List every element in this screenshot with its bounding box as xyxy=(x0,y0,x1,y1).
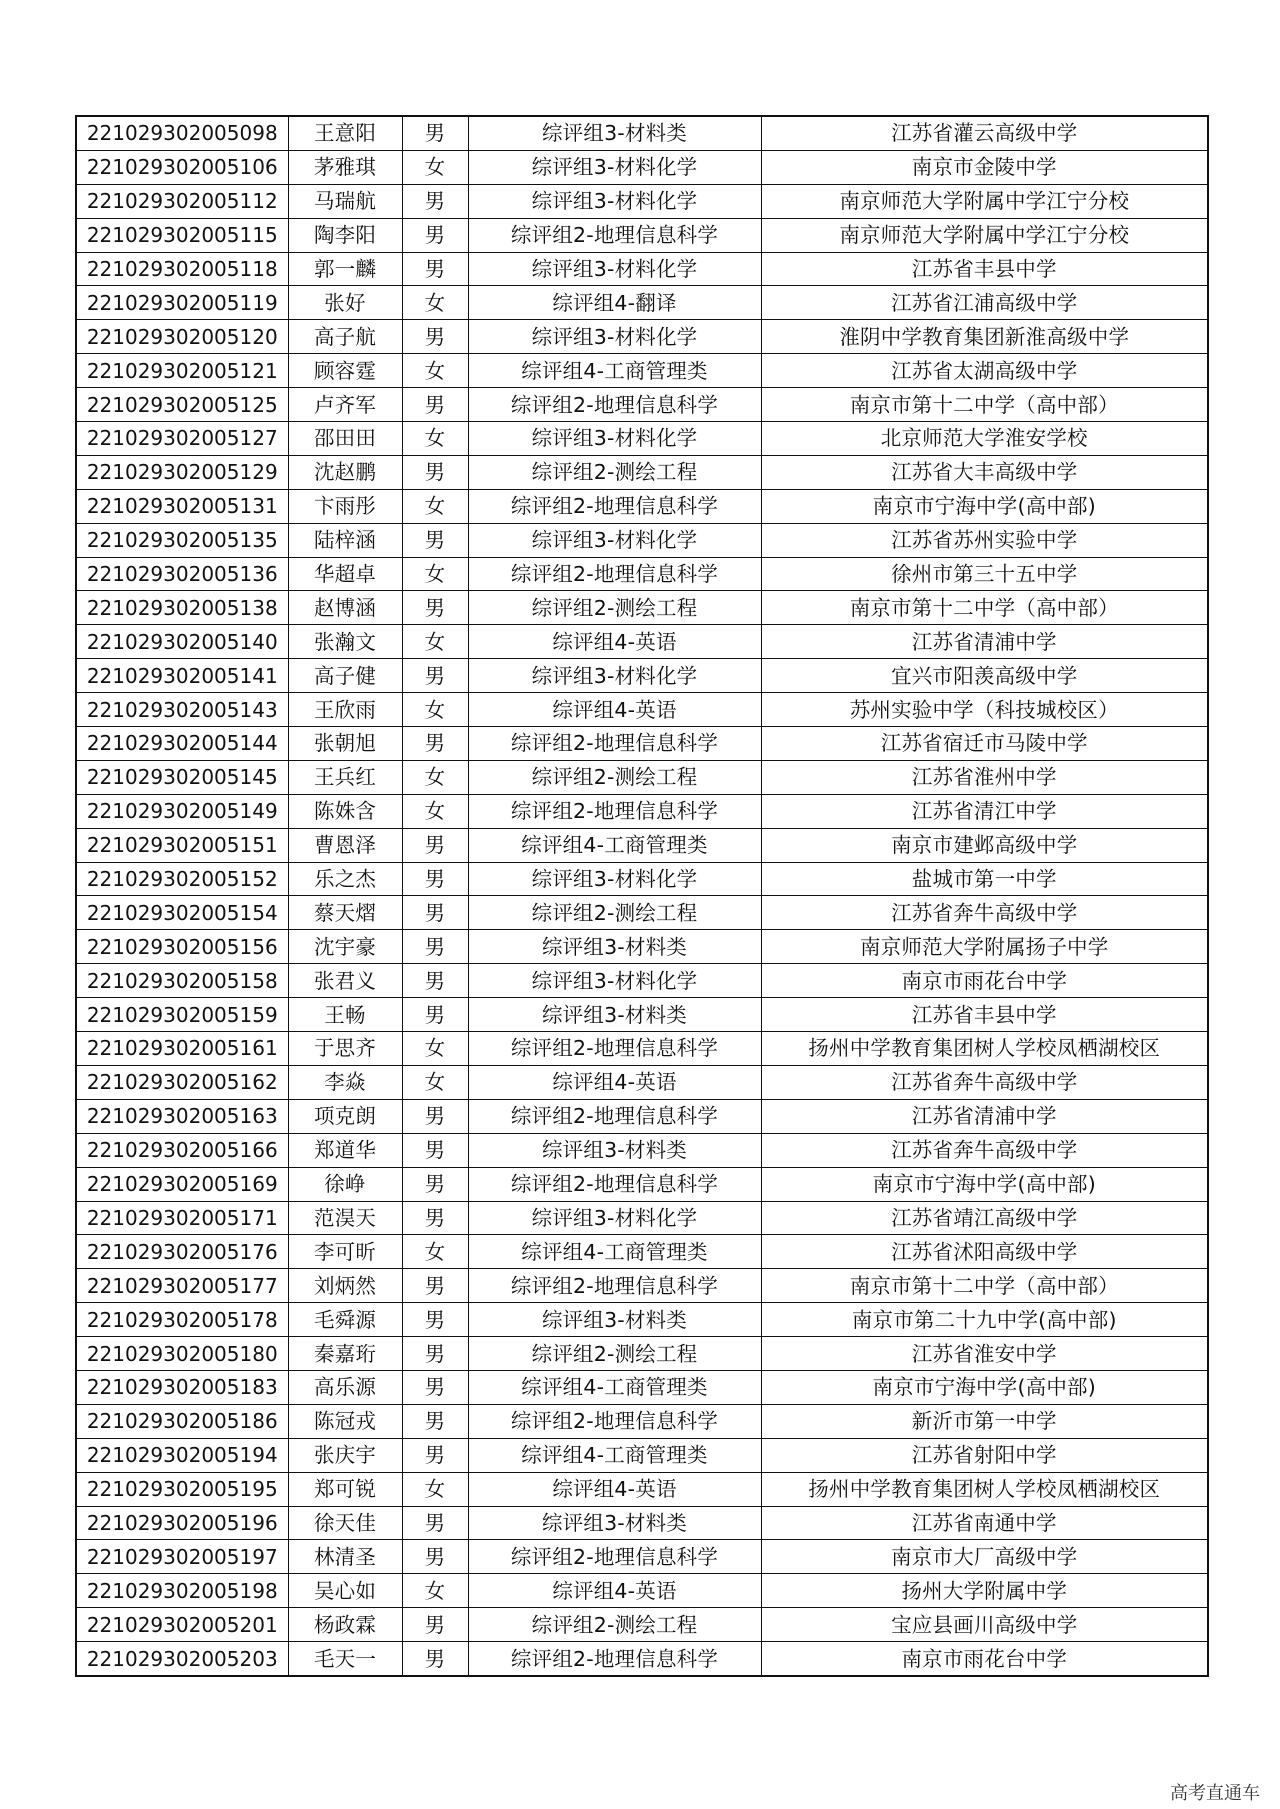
program-group-cell: 综评组3-材料化学 xyxy=(468,659,761,693)
student-name-cell: 沈赵鹏 xyxy=(288,455,402,489)
candidate-id-cell: 221029302005118 xyxy=(76,252,288,286)
gender-cell: 女 xyxy=(402,286,468,320)
student-name-cell: 蔡天熠 xyxy=(288,896,402,930)
program-group-cell: 综评组4-工商管理类 xyxy=(468,828,761,862)
table-row xyxy=(76,625,1208,659)
school-name-cell: 南京市第十二中学（高中部） xyxy=(761,591,1208,625)
school-name-cell: 江苏省宿迁市马陵中学 xyxy=(761,727,1208,761)
student-name-cell: 李焱 xyxy=(288,1065,402,1099)
candidate-id-cell: 221029302005154 xyxy=(76,896,288,930)
program-group-cell: 综评组4-翻译 xyxy=(468,286,761,320)
candidate-id-cell: 221029302005166 xyxy=(76,1133,288,1167)
gender-cell: 男 xyxy=(402,1404,468,1438)
gender-cell: 男 xyxy=(402,1540,468,1574)
gender-cell: 男 xyxy=(402,320,468,354)
table-row xyxy=(76,828,1208,862)
gender-cell: 女 xyxy=(402,1065,468,1099)
school-name-cell: 南京市宁海中学(高中部) xyxy=(761,489,1208,523)
gender-cell: 男 xyxy=(402,1269,468,1303)
candidate-table-body xyxy=(76,116,1208,1676)
candidate-id-cell: 221029302005152 xyxy=(76,862,288,896)
candidate-id-cell: 221029302005138 xyxy=(76,591,288,625)
student-name-cell: 华超卓 xyxy=(288,557,402,591)
program-group-cell: 综评组3-材料类 xyxy=(468,116,761,150)
school-name-cell: 新沂市第一中学 xyxy=(761,1404,1208,1438)
program-group-cell: 综评组4-工商管理类 xyxy=(468,1370,761,1404)
school-name-cell: 盐城市第一中学 xyxy=(761,862,1208,896)
program-group-cell: 综评组2-地理信息科学 xyxy=(468,1269,761,1303)
candidate-id-cell: 221029302005143 xyxy=(76,693,288,727)
program-group-cell: 综评组3-材料化学 xyxy=(468,150,761,184)
candidate-id-cell: 221029302005131 xyxy=(76,489,288,523)
school-name-cell: 宜兴市阳羡高级中学 xyxy=(761,659,1208,693)
gender-cell: 男 xyxy=(402,523,468,557)
school-name-cell: 南京市第二十九中学(高中部) xyxy=(761,1303,1208,1337)
candidate-id-cell: 221029302005121 xyxy=(76,354,288,388)
program-group-cell: 综评组2-测绘工程 xyxy=(468,1608,761,1642)
candidate-id-cell: 221029302005149 xyxy=(76,794,288,828)
candidate-id-cell: 221029302005127 xyxy=(76,422,288,456)
gender-cell: 女 xyxy=(402,760,468,794)
gender-cell: 男 xyxy=(402,116,468,150)
candidate-id-cell: 221029302005171 xyxy=(76,1201,288,1235)
program-group-cell: 综评组2-地理信息科学 xyxy=(468,794,761,828)
program-group-cell: 综评组2-地理信息科学 xyxy=(468,1032,761,1066)
program-group-cell: 综评组2-测绘工程 xyxy=(468,591,761,625)
school-name-cell: 南京师范大学附属扬子中学 xyxy=(761,930,1208,964)
table-row xyxy=(76,1608,1208,1642)
gender-cell: 女 xyxy=(402,422,468,456)
table-row xyxy=(76,320,1208,354)
candidate-id-cell: 221029302005183 xyxy=(76,1370,288,1404)
candidate-id-cell: 221029302005195 xyxy=(76,1472,288,1506)
candidate-id-cell: 221029302005129 xyxy=(76,455,288,489)
school-name-cell: 江苏省清浦中学 xyxy=(761,1099,1208,1133)
table-row xyxy=(76,523,1208,557)
student-name-cell: 顾容霆 xyxy=(288,354,402,388)
table-row xyxy=(76,862,1208,896)
student-name-cell: 于思齐 xyxy=(288,1032,402,1066)
program-group-cell: 综评组2-测绘工程 xyxy=(468,455,761,489)
gender-cell: 男 xyxy=(402,252,468,286)
student-name-cell: 郑道华 xyxy=(288,1133,402,1167)
student-name-cell: 毛天一 xyxy=(288,1642,402,1676)
student-name-cell: 茅雅琪 xyxy=(288,150,402,184)
student-name-cell: 张瀚文 xyxy=(288,625,402,659)
student-name-cell: 张好 xyxy=(288,286,402,320)
table-row xyxy=(76,150,1208,184)
student-name-cell: 项克朗 xyxy=(288,1099,402,1133)
student-name-cell: 范淏天 xyxy=(288,1201,402,1235)
candidate-id-cell: 221029302005158 xyxy=(76,964,288,998)
gender-cell: 女 xyxy=(402,1574,468,1608)
student-name-cell: 马瑞航 xyxy=(288,184,402,218)
candidate-id-cell: 221029302005159 xyxy=(76,998,288,1032)
school-name-cell: 江苏省江浦高级中学 xyxy=(761,286,1208,320)
student-name-cell: 王畅 xyxy=(288,998,402,1032)
gender-cell: 男 xyxy=(402,1099,468,1133)
student-name-cell: 卞雨彤 xyxy=(288,489,402,523)
table-row xyxy=(76,1167,1208,1201)
candidate-id-cell: 221029302005141 xyxy=(76,659,288,693)
program-group-cell: 综评组2-测绘工程 xyxy=(468,760,761,794)
school-name-cell: 南京师范大学附属中学江宁分校 xyxy=(761,184,1208,218)
table-row xyxy=(76,354,1208,388)
candidate-id-cell: 221029302005119 xyxy=(76,286,288,320)
gender-cell: 男 xyxy=(402,591,468,625)
gender-cell: 男 xyxy=(402,1303,468,1337)
table-row xyxy=(76,930,1208,964)
program-group-cell: 综评组2-地理信息科学 xyxy=(468,489,761,523)
program-group-cell: 综评组2-地理信息科学 xyxy=(468,1167,761,1201)
candidate-id-cell: 221029302005120 xyxy=(76,320,288,354)
table-row xyxy=(76,1269,1208,1303)
table-row xyxy=(76,286,1208,320)
candidate-id-cell: 221029302005198 xyxy=(76,1574,288,1608)
school-name-cell: 南京市雨花台中学 xyxy=(761,1642,1208,1676)
school-name-cell: 江苏省淮州中学 xyxy=(761,760,1208,794)
student-name-cell: 曹恩泽 xyxy=(288,828,402,862)
candidate-id-cell: 221029302005196 xyxy=(76,1506,288,1540)
table-row xyxy=(76,760,1208,794)
student-name-cell: 陈姝含 xyxy=(288,794,402,828)
school-name-cell: 苏州实验中学（科技城校区） xyxy=(761,693,1208,727)
student-name-cell: 赵博涵 xyxy=(288,591,402,625)
table-row xyxy=(76,1303,1208,1337)
program-group-cell: 综评组2-地理信息科学 xyxy=(468,388,761,422)
table-row xyxy=(76,998,1208,1032)
gender-cell: 男 xyxy=(402,184,468,218)
table-row xyxy=(76,422,1208,456)
candidate-id-cell: 221029302005180 xyxy=(76,1337,288,1371)
table-row xyxy=(76,1032,1208,1066)
program-group-cell: 综评组3-材料类 xyxy=(468,1133,761,1167)
gender-cell: 男 xyxy=(402,998,468,1032)
student-name-cell: 高乐源 xyxy=(288,1370,402,1404)
student-name-cell: 陈冠戎 xyxy=(288,1404,402,1438)
program-group-cell: 综评组3-材料化学 xyxy=(468,252,761,286)
table-row xyxy=(76,1506,1208,1540)
school-name-cell: 江苏省大丰高级中学 xyxy=(761,455,1208,489)
program-group-cell: 综评组2-地理信息科学 xyxy=(468,218,761,252)
gender-cell: 女 xyxy=(402,150,468,184)
candidate-id-cell: 221029302005112 xyxy=(76,184,288,218)
gender-cell: 男 xyxy=(402,218,468,252)
gender-cell: 女 xyxy=(402,1235,468,1269)
table-row xyxy=(76,1235,1208,1269)
school-name-cell: 江苏省靖江高级中学 xyxy=(761,1201,1208,1235)
gender-cell: 男 xyxy=(402,964,468,998)
school-name-cell: 江苏省清江中学 xyxy=(761,794,1208,828)
gender-cell: 男 xyxy=(402,862,468,896)
program-group-cell: 综评组4-英语 xyxy=(468,1472,761,1506)
gender-cell: 女 xyxy=(402,794,468,828)
program-group-cell: 综评组2-地理信息科学 xyxy=(468,1642,761,1676)
school-name-cell: 江苏省南通中学 xyxy=(761,1506,1208,1540)
student-name-cell: 徐峥 xyxy=(288,1167,402,1201)
student-name-cell: 郭一麟 xyxy=(288,252,402,286)
gender-cell: 男 xyxy=(402,828,468,862)
table-row xyxy=(76,455,1208,489)
student-name-cell: 杨政霖 xyxy=(288,1608,402,1642)
program-group-cell: 综评组4-英语 xyxy=(468,625,761,659)
candidate-id-cell: 221029302005098 xyxy=(76,116,288,150)
table-row xyxy=(76,896,1208,930)
table-row xyxy=(76,1099,1208,1133)
student-name-cell: 高子航 xyxy=(288,320,402,354)
program-group-cell: 综评组3-材料类 xyxy=(468,1506,761,1540)
school-name-cell: 南京市建邺高级中学 xyxy=(761,828,1208,862)
candidate-id-cell: 221029302005140 xyxy=(76,625,288,659)
school-name-cell: 江苏省奔牛高级中学 xyxy=(761,896,1208,930)
program-group-cell: 综评组4-英语 xyxy=(468,1065,761,1099)
school-name-cell: 南京市宁海中学(高中部) xyxy=(761,1167,1208,1201)
gender-cell: 男 xyxy=(402,659,468,693)
student-name-cell: 张庆宇 xyxy=(288,1438,402,1472)
school-name-cell: 北京师范大学淮安学校 xyxy=(761,422,1208,456)
program-group-cell: 综评组4-英语 xyxy=(468,693,761,727)
table-row xyxy=(76,1574,1208,1608)
program-group-cell: 综评组3-材料类 xyxy=(468,1303,761,1337)
candidate-id-cell: 221029302005194 xyxy=(76,1438,288,1472)
program-group-cell: 综评组3-材料化学 xyxy=(468,964,761,998)
school-name-cell: 江苏省射阳中学 xyxy=(761,1438,1208,1472)
gender-cell: 男 xyxy=(402,1642,468,1676)
gender-cell: 男 xyxy=(402,1608,468,1642)
gender-cell: 女 xyxy=(402,354,468,388)
school-name-cell: 南京市大厂高级中学 xyxy=(761,1540,1208,1574)
program-group-cell: 综评组2-测绘工程 xyxy=(468,1337,761,1371)
gender-cell: 男 xyxy=(402,1167,468,1201)
student-name-cell: 毛舜源 xyxy=(288,1303,402,1337)
candidate-id-cell: 221029302005115 xyxy=(76,218,288,252)
candidate-id-cell: 221029302005169 xyxy=(76,1167,288,1201)
school-name-cell: 江苏省奔牛高级中学 xyxy=(761,1065,1208,1099)
gender-cell: 男 xyxy=(402,1438,468,1472)
program-group-cell: 综评组2-测绘工程 xyxy=(468,896,761,930)
school-name-cell: 扬州中学教育集团树人学校凤栖湖校区 xyxy=(761,1032,1208,1066)
school-name-cell: 江苏省丰县中学 xyxy=(761,252,1208,286)
student-name-cell: 沈宇豪 xyxy=(288,930,402,964)
program-group-cell: 综评组3-材料类 xyxy=(468,930,761,964)
table-row xyxy=(76,727,1208,761)
gender-cell: 男 xyxy=(402,727,468,761)
table-row xyxy=(76,489,1208,523)
school-name-cell: 江苏省淮安中学 xyxy=(761,1337,1208,1371)
candidate-table xyxy=(75,115,1209,1677)
candidate-id-cell: 221029302005145 xyxy=(76,760,288,794)
school-name-cell: 宝应县画川高级中学 xyxy=(761,1608,1208,1642)
student-name-cell: 张君义 xyxy=(288,964,402,998)
student-name-cell: 王欣雨 xyxy=(288,693,402,727)
school-name-cell: 淮阴中学教育集团新淮高级中学 xyxy=(761,320,1208,354)
table-row xyxy=(76,1133,1208,1167)
school-name-cell: 江苏省奔牛高级中学 xyxy=(761,1133,1208,1167)
school-name-cell: 南京市金陵中学 xyxy=(761,150,1208,184)
student-name-cell: 王兵红 xyxy=(288,760,402,794)
candidate-id-cell: 221029302005203 xyxy=(76,1642,288,1676)
gender-cell: 男 xyxy=(402,455,468,489)
school-name-cell: 扬州大学附属中学 xyxy=(761,1574,1208,1608)
program-group-cell: 综评组4-工商管理类 xyxy=(468,1235,761,1269)
table-row xyxy=(76,557,1208,591)
school-name-cell: 江苏省太湖高级中学 xyxy=(761,354,1208,388)
candidate-id-cell: 221029302005176 xyxy=(76,1235,288,1269)
program-group-cell: 综评组3-材料化学 xyxy=(468,862,761,896)
candidate-id-cell: 221029302005163 xyxy=(76,1099,288,1133)
table-row xyxy=(76,1201,1208,1235)
gender-cell: 女 xyxy=(402,1032,468,1066)
table-row xyxy=(76,964,1208,998)
gender-cell: 男 xyxy=(402,1133,468,1167)
candidate-id-cell: 221029302005151 xyxy=(76,828,288,862)
table-row xyxy=(76,693,1208,727)
table-row xyxy=(76,1065,1208,1099)
table-row xyxy=(76,218,1208,252)
gender-cell: 女 xyxy=(402,693,468,727)
gender-cell: 男 xyxy=(402,930,468,964)
program-group-cell: 综评组3-材料化学 xyxy=(468,320,761,354)
program-group-cell: 综评组2-地理信息科学 xyxy=(468,727,761,761)
candidate-id-cell: 221029302005156 xyxy=(76,930,288,964)
table-row xyxy=(76,1642,1208,1676)
table-row xyxy=(76,388,1208,422)
table-row xyxy=(76,116,1208,150)
student-name-cell: 王意阳 xyxy=(288,116,402,150)
school-name-cell: 江苏省灌云高级中学 xyxy=(761,116,1208,150)
program-group-cell: 综评组4-英语 xyxy=(468,1574,761,1608)
candidate-id-cell: 221029302005161 xyxy=(76,1032,288,1066)
program-group-cell: 综评组2-地理信息科学 xyxy=(468,557,761,591)
student-name-cell: 高子健 xyxy=(288,659,402,693)
school-name-cell: 江苏省丰县中学 xyxy=(761,998,1208,1032)
candidate-id-cell: 221029302005125 xyxy=(76,388,288,422)
gender-cell: 男 xyxy=(402,1201,468,1235)
gender-cell: 女 xyxy=(402,489,468,523)
program-group-cell: 综评组3-材料化学 xyxy=(468,1201,761,1235)
school-name-cell: 南京市宁海中学(高中部) xyxy=(761,1370,1208,1404)
student-name-cell: 林清圣 xyxy=(288,1540,402,1574)
student-name-cell: 徐天佳 xyxy=(288,1506,402,1540)
student-name-cell: 陆梓涵 xyxy=(288,523,402,557)
table-row xyxy=(76,659,1208,693)
candidate-id-cell: 221029302005106 xyxy=(76,150,288,184)
school-name-cell: 扬州中学教育集团树人学校凤栖湖校区 xyxy=(761,1472,1208,1506)
student-name-cell: 卢齐军 xyxy=(288,388,402,422)
table-row xyxy=(76,1472,1208,1506)
school-name-cell: 南京市第十二中学（高中部） xyxy=(761,1269,1208,1303)
table-row xyxy=(76,794,1208,828)
candidate-id-cell: 221029302005186 xyxy=(76,1404,288,1438)
gender-cell: 男 xyxy=(402,388,468,422)
program-group-cell: 综评组2-地理信息科学 xyxy=(468,1099,761,1133)
table-row xyxy=(76,1404,1208,1438)
school-name-cell: 江苏省苏州实验中学 xyxy=(761,523,1208,557)
candidate-id-cell: 221029302005135 xyxy=(76,523,288,557)
student-name-cell: 郑可锐 xyxy=(288,1472,402,1506)
gender-cell: 男 xyxy=(402,1370,468,1404)
school-name-cell: 江苏省沭阳高级中学 xyxy=(761,1235,1208,1269)
program-group-cell: 综评组2-地理信息科学 xyxy=(468,1404,761,1438)
candidate-id-cell: 221029302005136 xyxy=(76,557,288,591)
footer-watermark: 高考直通车 xyxy=(1170,1783,1260,1804)
school-name-cell: 徐州市第三十五中学 xyxy=(761,557,1208,591)
student-name-cell: 李可昕 xyxy=(288,1235,402,1269)
candidate-id-cell: 221029302005178 xyxy=(76,1303,288,1337)
gender-cell: 女 xyxy=(402,625,468,659)
student-name-cell: 乐之杰 xyxy=(288,862,402,896)
table-row xyxy=(76,1337,1208,1371)
candidate-id-cell: 221029302005197 xyxy=(76,1540,288,1574)
table-row xyxy=(76,591,1208,625)
program-group-cell: 综评组3-材料化学 xyxy=(468,523,761,557)
program-group-cell: 综评组4-工商管理类 xyxy=(468,1438,761,1472)
student-name-cell: 邵田田 xyxy=(288,422,402,456)
table-row xyxy=(76,1540,1208,1574)
student-name-cell: 秦嘉珩 xyxy=(288,1337,402,1371)
candidate-id-cell: 221029302005162 xyxy=(76,1065,288,1099)
student-name-cell: 张朝旭 xyxy=(288,727,402,761)
table-row xyxy=(76,1370,1208,1404)
program-group-cell: 综评组2-地理信息科学 xyxy=(468,1540,761,1574)
candidate-id-cell: 221029302005201 xyxy=(76,1608,288,1642)
program-group-cell: 综评组4-工商管理类 xyxy=(468,354,761,388)
school-name-cell: 南京市第十二中学（高中部） xyxy=(761,388,1208,422)
table-row xyxy=(76,252,1208,286)
student-name-cell: 陶李阳 xyxy=(288,218,402,252)
gender-cell: 男 xyxy=(402,896,468,930)
gender-cell: 男 xyxy=(402,1506,468,1540)
school-name-cell: 南京师范大学附属中学江宁分校 xyxy=(761,218,1208,252)
candidate-id-cell: 221029302005144 xyxy=(76,727,288,761)
program-group-cell: 综评组3-材料化学 xyxy=(468,184,761,218)
gender-cell: 女 xyxy=(402,1472,468,1506)
program-group-cell: 综评组3-材料化学 xyxy=(468,422,761,456)
table-row xyxy=(76,184,1208,218)
gender-cell: 女 xyxy=(402,557,468,591)
program-group-cell: 综评组3-材料类 xyxy=(468,998,761,1032)
candidate-id-cell: 221029302005177 xyxy=(76,1269,288,1303)
school-name-cell: 南京市雨花台中学 xyxy=(761,964,1208,998)
student-name-cell: 刘炳然 xyxy=(288,1269,402,1303)
student-name-cell: 吴心如 xyxy=(288,1574,402,1608)
table-row xyxy=(76,1438,1208,1472)
school-name-cell: 江苏省清浦中学 xyxy=(761,625,1208,659)
gender-cell: 男 xyxy=(402,1337,468,1371)
